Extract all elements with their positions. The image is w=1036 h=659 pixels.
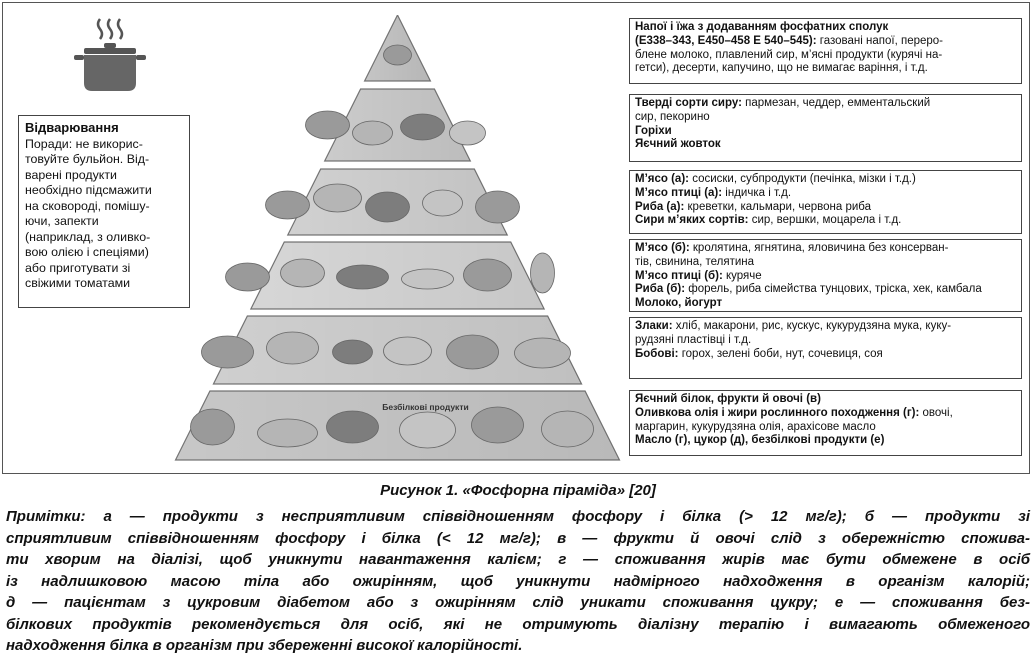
level-text: рудзяні пластівці і т.д. (635, 333, 752, 346)
food-illustration (476, 191, 520, 223)
level-term: (Е338–343, Е450–458 Е 540–545): (635, 34, 817, 47)
level-text: креветки, кальмари, червона риба (684, 200, 871, 213)
protein-free-products-label: Безбілкові продукти (382, 402, 469, 412)
level-text: тів, свинина, телятина (635, 255, 755, 268)
level-term: Оливкова олія і жири рослинного походження (г): (635, 406, 920, 419)
level-description-line (635, 407, 1016, 421)
food-illustration (472, 407, 524, 443)
level-text: овочі, (919, 406, 953, 419)
level-description-box (629, 94, 1022, 162)
boiling-advice-line: (наприклад, з оливко- (25, 229, 151, 244)
level-description-line (635, 138, 1016, 152)
note-line: Примітки: а — продукти з несприятливим співвідношенням фосфору і білка (> 12 мг/г); б — продукти зі (6, 508, 1030, 525)
note-line: білкових продуктів рекомендується для осіб, які не отримують діалізну терапію і вимагають обмеженого (6, 615, 1030, 633)
level-text: пармезан, чеддер, емментальский (741, 97, 931, 109)
level-description-line (635, 256, 1016, 270)
level-description-line (635, 434, 1016, 448)
level-term: Напої і їжа з додаванням фосфатних сполук (635, 21, 889, 33)
level-term: Злаки: (635, 320, 673, 332)
level-term: Яєчний білок, фрукти й овочі (в) (635, 393, 821, 405)
food-illustration (400, 412, 456, 448)
level-description-line (635, 21, 1016, 35)
note-line: сприятливим співвідношенням фосфору і білка (< 12 мг/г); в — фрукти й овочі слід з обережністю спожива- (6, 529, 1030, 547)
note-line: ти хворим на діалізі, щоб уникнути навантаження калієм; г — споживання жирів має бути обмежене в осіб (6, 551, 1030, 568)
level-description-line (635, 334, 1016, 348)
level-term: Тверді сорти сиру: (635, 97, 742, 109)
level-description-line (635, 320, 1016, 334)
level-term: Яєчний жовток (635, 138, 721, 151)
food-illustration (402, 269, 454, 289)
food-illustration (226, 263, 270, 291)
food-illustration (353, 121, 393, 145)
cooking-pot-icon (70, 15, 150, 95)
food-illustration (447, 335, 499, 369)
level-text: газовані напої, переро- (816, 34, 944, 47)
level-description-line (635, 111, 1016, 125)
food-illustration (464, 259, 512, 291)
level-description-box (629, 18, 1022, 84)
level-term: Горіхи (635, 124, 672, 137)
level-description-line (635, 97, 1016, 111)
food-illustration (423, 190, 463, 216)
level-text: сосиски, субпродукти (печінка, мізки і т.д.) (689, 173, 916, 185)
level-description-line (635, 62, 1016, 76)
level-description-box (629, 170, 1022, 234)
food-illustration (337, 265, 389, 289)
level-text: блене молоко, плавлений сир, м’ясні продукти (курячі на- (635, 48, 943, 61)
food-illustration (384, 45, 412, 65)
boiling-title: Відварювання (25, 120, 119, 135)
level-description-box (629, 239, 1022, 312)
boiling-advice-line: Поради: не викорис- (25, 136, 143, 151)
food-illustration (266, 191, 310, 219)
food-illustration (258, 419, 318, 447)
food-illustration (542, 411, 594, 447)
figure-notes (6, 506, 1030, 657)
boiling-advice-line: на сковороді, помішу- (25, 198, 150, 213)
note-line: із надлишковою масою тіла або ожирінням, щоб уникнути надмірного надходження в організм калорій; (6, 572, 1030, 590)
level-text: горох, зелені боби, нут, сочевиця, соя (678, 347, 883, 360)
boiling-advice-text (25, 137, 183, 292)
food-illustration (306, 111, 350, 139)
boiling-advice-line: вою олією і спеціями) (25, 245, 149, 259)
boiling-advice-box (18, 115, 190, 308)
level-description-line (635, 201, 1016, 215)
food-illustration (333, 340, 373, 364)
food-illustration (314, 184, 362, 212)
level-term: М’ясо птиці (б): (635, 269, 723, 282)
food-illustration (327, 411, 379, 443)
level-text: сир, вершки, моцарела і т.д. (748, 214, 902, 227)
boiling-advice-line: ючи, запекти (25, 214, 99, 228)
note-line: надходження білка в організм при збереженні високої калорійності. (6, 637, 523, 654)
note-line: д — пацієнтам з цукровим діабетом або з ожирінням слід уникати споживання цукру; е — споживання без- (6, 594, 1030, 611)
food-illustration (267, 332, 319, 364)
food-illustration (515, 338, 571, 368)
level-description-line (635, 242, 1016, 256)
level-description-box (629, 390, 1022, 456)
boiling-advice-line: варені продукти (25, 167, 117, 182)
level-description-box (629, 317, 1022, 379)
level-term: М’ясо (б): (635, 242, 690, 254)
level-text: гетси), десерти, капучино, що не вимагає варіння, і т.д. (635, 62, 928, 75)
level-text: маргарин, кукурудзяна олія, арахісове масло (635, 420, 876, 433)
level-term: Риба (б): (635, 283, 686, 296)
level-term: Масло (г), цукор (д), безбілкові продукти (е) (635, 434, 885, 447)
level-text: сир, пекорино (635, 110, 710, 123)
level-description-line (635, 49, 1016, 63)
boiling-advice-line: товуйте бульйон. Від- (25, 152, 150, 166)
food-illustration (531, 253, 555, 293)
level-description-line (635, 214, 1016, 228)
level-text: куряче (722, 269, 762, 282)
level-text: форель, риба сімейства тунцових, тріска, хек, камбала (685, 283, 982, 296)
level-description-line (635, 393, 1016, 407)
level-description-line (635, 297, 1016, 311)
level-description-line (635, 348, 1016, 362)
level-description-line (635, 35, 1016, 49)
food-illustration (384, 337, 432, 365)
boiling-advice-line: необхідно підсмажити (25, 183, 152, 197)
level-term: Риба (а): (635, 200, 685, 213)
level-description-line (635, 173, 1016, 187)
food-illustration (450, 121, 486, 145)
level-text: хліб, макарони, рис, кускус, кукурудзяна мука, куку- (672, 320, 952, 332)
figure-caption: Рисунок 1. «Фосфорна піраміда» [20] (380, 482, 656, 499)
level-description-line (635, 125, 1016, 139)
boiling-advice-line: або приготувати зі (25, 260, 131, 275)
level-term: Сири м’яких сортів: (635, 214, 749, 227)
level-term: М’ясо птиці (а): (635, 186, 723, 199)
food-illustration (401, 114, 445, 140)
food-illustration (281, 259, 325, 287)
food-illustration (366, 192, 410, 222)
level-description-line (635, 270, 1016, 284)
level-term: Молоко, йогурт (635, 297, 723, 310)
level-description-line (635, 421, 1016, 435)
level-text: індичка і т.д. (722, 186, 792, 199)
food-illustration (191, 409, 235, 445)
food-illustration (202, 336, 254, 368)
level-term: Бобові: (635, 347, 679, 360)
level-text: кролятина, ягнятина, яловичина без консерван- (689, 242, 949, 254)
level-description-line (635, 187, 1016, 201)
level-description-line (635, 283, 1016, 297)
boiling-advice-line: свіжими томатами (25, 276, 131, 290)
level-term: М’ясо (а): (635, 173, 689, 185)
phosphorus-pyramid (170, 15, 625, 465)
